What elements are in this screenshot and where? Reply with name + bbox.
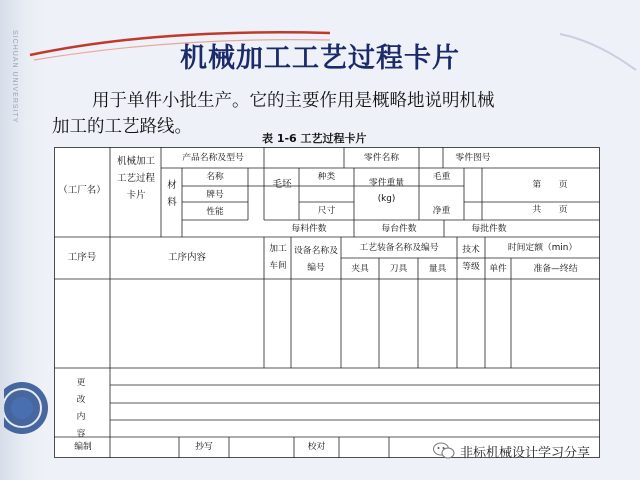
per-blank-qty-label: 每台件数 [381,224,417,234]
fixture-header: 夹具 [351,264,369,274]
material-property-label: 性能 [206,207,224,217]
blank-size-label: 尺寸 [317,206,336,216]
material-label: 材料 [167,180,177,208]
unit-time-header: 单件 [489,264,507,274]
blank-kind-label: 种类 [317,172,336,182]
part-name-label: 零件名称 [363,153,400,163]
per-batch-qty-label: 每批件数 [471,224,507,234]
sheet-number-label: 第 页 [532,180,568,190]
watermark [433,440,590,462]
gauge-header: 量具 [428,264,447,274]
checked-by-label: 校对 [307,442,326,452]
slide-title: 机械加工工艺过程卡片 [180,43,460,74]
table-caption: 表 1-6 工艺过程卡片 [262,132,367,145]
gross-weight-label: 毛重 [432,172,451,182]
net-weight-label: 净重 [432,206,451,216]
wechat-icon [433,442,455,460]
watermark-text: 非标机械设计学习分享 [460,445,591,461]
per-material-qty-label: 每料件数 [291,224,327,234]
process-card-form [54,147,600,458]
product-name-model-label: 产品名称及型号 [182,153,244,163]
cutter-header: 刀具 [389,264,408,274]
university-emblem-icon [4,378,58,438]
body-text-line-2: 加工的工艺路线。 [52,117,192,137]
tech-level-header: 技术等级 [462,245,480,272]
side-vertical-text: SICHUAN UNIVERSITY [11,30,18,124]
material-name-label: 名称 [206,172,224,182]
body-text-line-1: 用于单件小批生产。它的主要作用是概略地说明机械 [92,91,495,111]
prepared-by-label: 编制 [74,442,92,452]
operation-number-header: 工序号 [67,252,97,263]
operation-content-header: 工序内容 [167,252,206,263]
blank-label: 毛坯 [272,179,292,190]
sheet-total-label: 共 页 [532,205,568,215]
material-grade-label: 牌号 [206,190,224,200]
part-drawing-no-label: 零件图号 [455,153,491,163]
time-quota-header: 时间定额（min） [507,243,578,253]
tooling-header: 工艺装备名称及编号 [359,243,439,253]
revision-label: 更改内容 [76,378,86,439]
card-name-cell: 机械加工工艺过程卡片 [116,156,155,201]
copied-by-label: 抄写 [195,442,213,452]
part-weight-unit-label: (kg) [377,194,396,204]
setup-time-header: 准备—终结 [533,264,578,274]
factory-name-cell: （工厂名） [58,185,106,196]
equipment-header: 设备名称及编号 [294,246,338,273]
part-weight-label: 零件重量 [368,178,405,188]
workshop-header: 加工车间 [269,244,287,271]
